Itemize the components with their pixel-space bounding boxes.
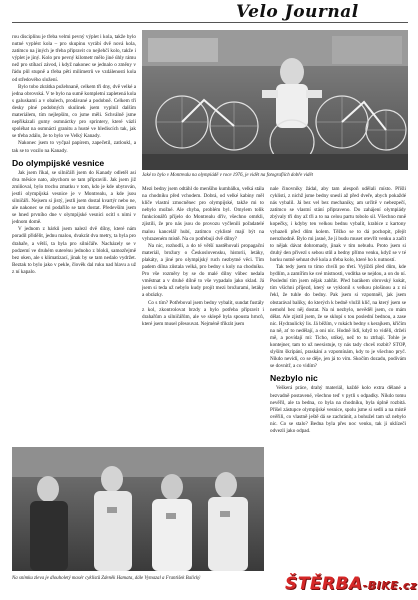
section-heading-nothing-left: Nezbylo nic: [270, 373, 318, 384]
workshop-photo-illustration: [142, 30, 408, 170]
right-text-column: [270, 186, 406, 570]
watermark-name: ŠTĚRBA: [285, 574, 363, 594]
journal-title: Velo Journal: [236, 2, 359, 22]
body-paragraph: nale činovníky žádal, aby tam alespoň udělali místo. Přišli cyklisti, z nichž jsme bedny snesli až před dveře, abych pokaždé nás vybalil. Já bez vel bez mechaniky, am určitě v nebezpečí, zatímco se vlastní stání připraveno. Do zahájení olympiády zbývaly tři dny až tři a to na celou partu tobolo sil. Všechno mně kopečky, i kdyby ten velkou bednu vybalit, krabice z kartony vyhazeli před dům kolem. Těžko se to dá pochopit, přejít nerozhodně. Bylo mi jasné, že ji budu muset otevřít venku a začít to nějak dávat dohromady, jinak v tím nebudu. Proto jsem si druhý den přivezl s sebou stůl a bedny přímo venku, když se v té horku nutně sehnat dvě kola a třeba kolo, které ho k nutností.: [270, 186, 406, 263]
body-paragraph: Nakonec jsem to vyčpal papírem, zapečetil, zatloukl, a tak se to vozilo na Kanady.: [12, 140, 136, 154]
body-paragraph: Co s tím? Potřeboval jsem bedny vybalit, sundat fustály z kol, zkontrolovat brzdy a bylo potřeba připravit i drahařům a silničářům, ale ve sklepě byla spousta hrnců, které jsem musel přesouvat. Nejméně třikrát jsem: [142, 299, 264, 327]
sterba-bike-watermark: [285, 574, 417, 596]
photo-caption-top: Jaké to bylo v Montrealu na olympiádě v roce 1976, je vidět na fotografiích dobře vidět: [142, 173, 314, 178]
watermark-domain: -BIKE.cz: [362, 579, 417, 592]
body-paragraph: Veškerá práce, drahý materiál, každé kolo extra dělané a bezvadně postavené, všechno teď v pytli s odpadky. Nikdo tomu nevěřil, ale ta bedna, co byla na chodníku, byla úplně rozbitá. Přišel zástupce olympijské vesnice, spolu jsme si sedli a na místě ověřili, co vlastně ještě dá se zachránit, a bohužel tam už nebylo nic. Co se stalo? Bedna byla přes noc venku, tak ji uklízeči odvezli jako odpad.: [270, 385, 406, 434]
body-paragraph: Bylo tobo zkrátka požehnaně, celkem tři dny, dvě velké a jedna obrovská. V te bylo na sumě kompletní zapletená kola s galuskami a v obalech, prodávané a podobně. Celkem tři desky plné podobných skulinek jsem vyplnil dalším materiálem, tím nejlepším, co jsme měli. Schválně jsme nepřikázali gumy osmnáctky pro sprintery, které vázli spoléhat na osmnácti granitu a husté ve hlediscích tak, jak se třeba zdálo, že to bylo ve Velký Kanady.: [12, 83, 136, 140]
photo-team-members: [12, 447, 264, 571]
body-paragraph: Jak jsem říkal, se silničáři jsem do Kanady odletěl asi dva měsíce nato, abychom se tam připravili. Jak jsem již zmiňoval, bylo trochu zmatku v tom, kdo je kde ubytován, jestli olympijská vesnice je v Montrealu, a kde jsou silničáři. Nejsem si jistý, jestli jsem dostal kvartýr nebo ne, ale nakonec se mi podařilo se tam dostat. Především jsem se hned prvního dne v olympijské vesnici ocitl s nimi v jednom domě.: [12, 169, 136, 226]
middle-text-column: [142, 186, 264, 442]
body-paragraph: Na nic, rozhodli, a do té větší nastěhovali propagační materiál, brožury o Československu, historii, letáky, plakáty, a jiné pro olympijský ruch nezbytné věci. Tím padem dílna zůstala velká, pro bedny s koly na chodníku. Pro vše rozměry by se do malé dílny vůbec nedala vměstnat a v druhé dílně to vše vypadalo jako sklad. Já jsem si teda už nebylo kudy projít mezi brožurami, letáky a obrázky.: [142, 242, 264, 299]
body-paragraph: rou disciplínu je třeba velmi pevný výplet i kola, takže bylo nutné vyplést kola – pro skupinu vyrábí dvě nová kola, zatímco na jiných je třeba připravit co nejlehčí kolo, takže i výplet je jiný. Kolo pro pevný kilometr mělo jiné úhly rámu než pro stíhací závod, i když nakonec se jednalo o změny v řádu půl stupně a třeba pěti milimetrů ve vzdálenosti kola od středového složení.: [12, 34, 136, 83]
body-paragraph: Mezi bedny jsem odtáhl do menšího kumbálku, velká stála na chodníku před vchodem. Dobrá, od velké kabiny měl klíče vlastní zmocněnec pro olympijské, takže mi to nebylo možné. Ale chyba, problém byl. Omylem tolik funkcionářů přijelo do Montrealu dřív, všechno omrkli, zjistili, že pro nás jsou do provozu vyčlenili pořadatelé malou kancelář hubí, zatímco cyklisté mají být na vyhrazeném místě. Na co potřebují dvě dílny?: [142, 186, 264, 242]
header-divider: [12, 22, 408, 23]
body-paragraph: V jednom z hárků jsem nalezl dvě dílny, které nám poradil přidělit, jednu malou, dvakrát dva metry, ta byla pro drahaře, a větší, ta byla pro silničáře. Nacházely se v podzemí ve druhém suterénu jednoho z bloků, samozřejmě bez oken, ale s klimatizací, jinak by se tam nedalo vydržet. Beztak to bylo jako v pekle, člověk dal ruku nad hlavu a už z ní kapalo.: [12, 226, 136, 275]
photo-caption-bottom: Na snímku zleva je dlouholetý masér cyklistů Zdeněk Hamata, dále Vymazal a František Balický: [12, 576, 201, 581]
left-text-column: [12, 34, 136, 420]
team-photo-illustration: [12, 447, 264, 571]
section-heading-olympic-village: Do olympijské vesnice: [12, 157, 105, 168]
body-paragraph: Tak tedy jsem to tímo chvíli po třetí. Vyjíždí před dům, kde bydlím, a zamířím ke své místnosti, vodítka se nejdou, a on do ní. Poslední tím jsem nějak zahřát. Před barákem obrovský kukát, tím všichni příjezd, který se vyklonil s velkou plošinou a z ní řekl, že tuhle do bedny. Pak jsem si vzpomněl, jak jsem obstarával balíky, do kterých k bedně vložil klíč, na který jsem se nemohl bez něj dostat. Na ni nezbylo, nevěděl jsem, co mám dělat. Ale zjistil jsem, že se sklopí s tou poslední bednou, a zase nic. Hydraulický lis. Já běžím, v rukách bedny s kerajkem, křičím na ně, ať to nedělají, a oni nic. Hodně lidí, když to viděli, drželi mě, a povídají mi: Ticho, utíkej, než to tu ztrhají. Tohle je kontejner, tam to už neexistuje, ty nás tady chceš rozbít? STOP, slyším škrípání, praskání a vzpomínám, kdy to je všechno pryč. Nikdo nevidí, co se děje, jen já to vím. Skočím dozadu, podívám se dovnitř, a co vidím?: [270, 264, 406, 370]
photo-workshop-bicycles: [142, 30, 408, 170]
